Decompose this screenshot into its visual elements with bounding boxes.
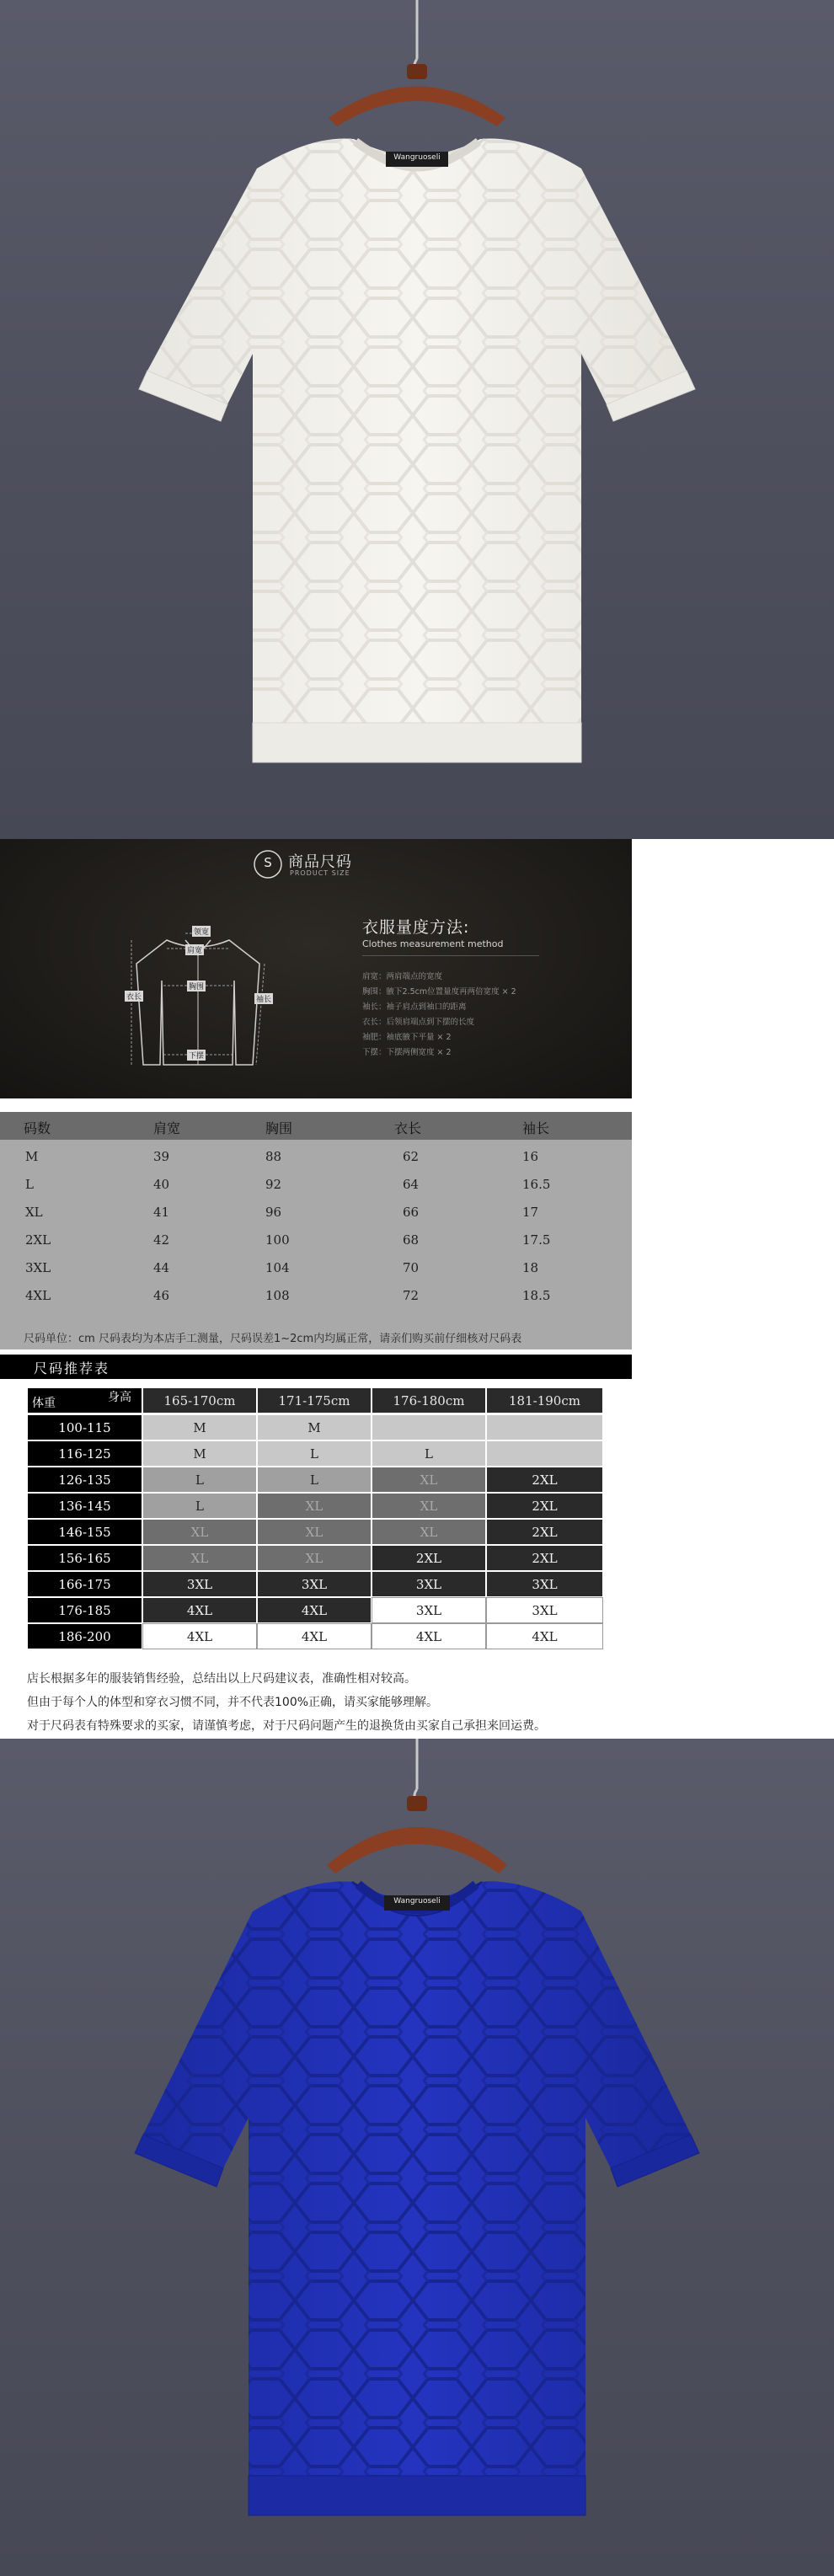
recommend-cell: XL [372,1519,486,1545]
size-table-note: 尺码单位：cm 尺码表均为本店手工测量，尺码误差1~2cm内均属正常，请亲们购买前仔细核对尺码表 [24,1333,522,1345]
height-header: 171-175cm [257,1387,372,1414]
size-header-cell: 衣长 [394,1120,422,1136]
size-value: 40 [153,1177,170,1192]
weight-header: 100-115 [27,1414,142,1440]
recommend-cell: 4XL [257,1623,372,1649]
diagram-label-chest: 胸围 [187,981,206,991]
method-title: 衣服量度方法: [362,918,470,937]
size-value: 72 [403,1288,420,1303]
recommend-cell: XL [257,1519,372,1545]
blue-shirt-illustration [0,1739,834,2576]
size-header-cell: 袖长 [522,1120,550,1136]
recommend-cell: M [142,1414,257,1440]
size-value: 64 [403,1177,420,1192]
size-header-cell: 胸围 [265,1120,293,1136]
method-subtitle: Clothes measurement method [362,938,504,949]
recommend-title-bar [0,1355,632,1379]
method-divider [362,955,539,956]
recommend-cell: 4XL [486,1623,603,1649]
weight-header: 146-155 [27,1519,142,1545]
weight-header: 136-145 [27,1493,142,1519]
recommend-footer-line: 店长根据多年的服装销售经验，总结出以上尺码建议表，准确性相对较高。 [27,1672,416,1686]
corner-height-label: 身高 [108,1391,131,1404]
recommend-cell: 2XL [486,1545,603,1571]
height-header: 176-180cm [372,1387,486,1414]
weight-header: 176-185 [27,1597,142,1623]
recommend-cell: 2XL [486,1493,603,1519]
recommend-cell: M [142,1440,257,1467]
weight-header: 166-175 [27,1571,142,1597]
recommend-cell: 3XL [257,1571,372,1597]
recommend-cell: 4XL [142,1597,257,1623]
product-photo-white [0,0,834,839]
size-value: 17.5 [522,1232,551,1248]
recommend-grid [27,1387,603,1649]
recommend-cell: XL [372,1493,486,1519]
size-value: 42 [153,1232,170,1248]
recommend-cell [486,1440,603,1467]
recommend-cell [372,1414,486,1440]
size-value: 104 [265,1260,290,1275]
recommend-cell: 4XL [142,1623,257,1649]
size-code: 3XL [25,1260,51,1275]
recommend-cell: 3XL [486,1571,603,1597]
recommend-cell: 4XL [257,1597,372,1623]
product-photo-blue [0,1739,834,2576]
size-banner [0,839,632,1098]
recommend-cell [486,1414,603,1440]
diagram-label-collar: 领宽 [192,926,211,937]
weight-header: 126-135 [27,1467,142,1493]
recommend-footer-line: 但由于每个人的体型和穿衣习惯不同，并不代表100%正确，请买家能够理解。 [27,1696,439,1709]
recommend-title: 尺码推荐表 [34,1360,110,1376]
size-value: 39 [153,1149,170,1164]
recommend-cell: M [257,1414,372,1440]
size-value: 16.5 [522,1177,551,1192]
diagram-label-hem: 下摆 [187,1050,206,1061]
method-line: 袖长：袖子肩点到袖口的距离 [362,1002,467,1012]
recommend-cell: 3XL [372,1597,486,1623]
hanger [327,1827,507,1873]
method-line: 袖肥：袖底腋下平量 × 2 [362,1033,452,1042]
recommend-cell: XL [372,1467,486,1493]
size-value: 88 [265,1149,282,1164]
recommend-cell: L [142,1493,257,1519]
size-code: 2XL [25,1232,51,1248]
recommend-cell: 2XL [486,1519,603,1545]
size-value: 62 [403,1149,420,1164]
size-value: 66 [403,1205,420,1220]
recommend-cell: 3XL [372,1571,486,1597]
size-header-cell: 码数 [24,1120,51,1136]
corner-weight-label: 体重 [32,1397,56,1410]
size-table [0,1112,632,1349]
recommend-cell: XL [142,1519,257,1545]
banner-title: 商品尺码 [288,853,352,871]
method-line: 衣长：后领肩端点到下摆的长度 [362,1018,475,1027]
recommend-cell: XL [257,1545,372,1571]
recommend-cell: L [372,1440,486,1467]
height-header: 181-190cm [486,1387,603,1414]
diagram-label-sleeve: 袖长 [254,993,273,1004]
recommend-cell: L [257,1440,372,1467]
size-value: 46 [153,1288,170,1303]
diagram-label-length: 衣长 [125,991,143,1002]
weight-header: 186-200 [27,1623,142,1649]
size-code: L [25,1177,34,1192]
size-code: XL [25,1205,43,1220]
size-value: 18 [522,1260,539,1275]
size-circle-letter: S [264,855,272,870]
recommend-cell: 2XL [372,1545,486,1571]
diagram-label-shoulder: 肩宽 [185,944,204,955]
recommend-cell: L [142,1467,257,1493]
white-shirt-illustration [0,0,834,839]
size-table-header [0,1112,632,1140]
recommend-cell: XL [257,1493,372,1519]
size-value: 70 [403,1260,420,1275]
brand-label-text: Wangruoseli [393,153,441,162]
recommend-cell: 3XL [142,1571,257,1597]
size-value: 100 [265,1232,290,1248]
recommend-cell: 3XL [486,1597,603,1623]
size-code: 4XL [25,1288,51,1303]
method-line: 下摆：下摆两侧宽度 × 2 [362,1048,452,1057]
size-value: 41 [153,1205,170,1220]
recommend-cell: 4XL [372,1623,486,1649]
size-value: 92 [265,1177,282,1192]
method-line: 胸围：腋下2.5cm位置量度再两倍宽度 × 2 [362,987,516,997]
recommend-cell: XL [142,1545,257,1571]
recommend-footer-line: 对于尺码表有特殊要求的买家，请谨慎考虑，对于尺码问题产生的退换货由买家自己承担来回运费。 [27,1719,546,1733]
weight-header: 156-165 [27,1545,142,1571]
weight-header: 116-125 [27,1440,142,1467]
method-line: 肩宽：两肩端点的宽度 [362,972,443,981]
size-value: 68 [403,1232,420,1248]
size-header-cell: 肩宽 [153,1120,181,1136]
hanger [329,87,505,127]
height-header: 165-170cm [142,1387,257,1414]
method-lines [362,970,516,1061]
size-value: 18.5 [522,1288,551,1303]
brand-label-text: Wangruoseli [393,1897,441,1905]
recommend-cell: 2XL [486,1467,603,1493]
size-value: 96 [265,1205,282,1220]
size-code: M [25,1149,39,1164]
banner-subtitle: PRODUCT SIZE [290,869,350,877]
recommend-cell: L [257,1467,372,1493]
size-value: 44 [153,1260,170,1275]
size-value: 108 [265,1288,290,1303]
size-value: 17 [522,1205,539,1220]
size-value: 16 [522,1149,539,1164]
